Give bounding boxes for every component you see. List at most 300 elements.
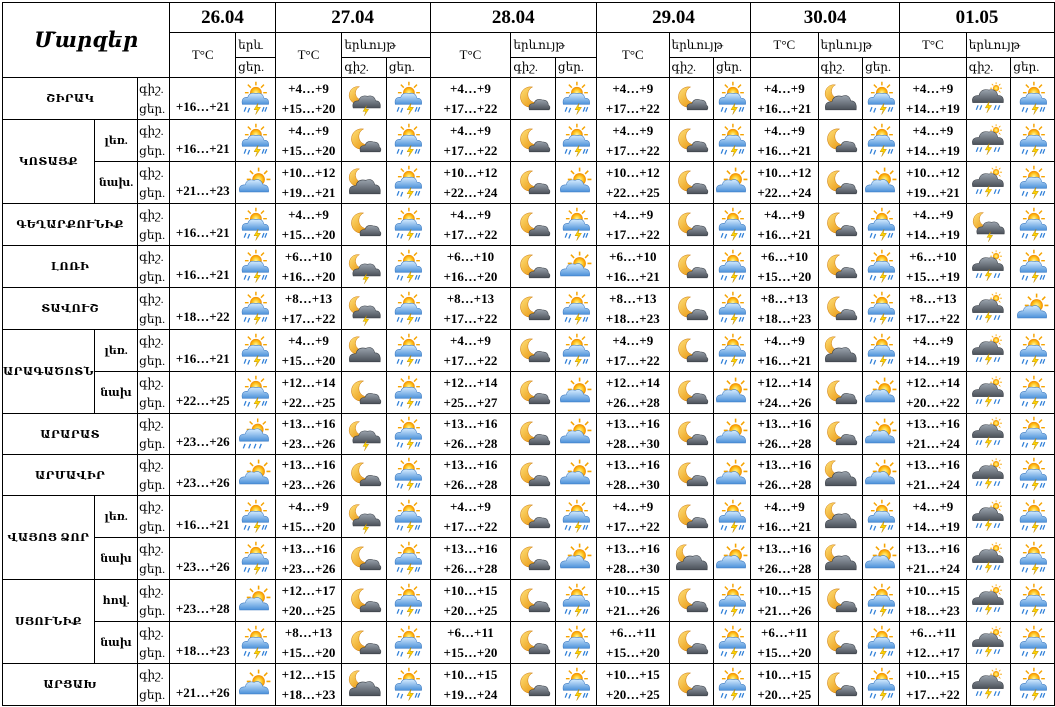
night-temperature: +6…+10	[446, 248, 495, 264]
day-temperature: +25…+27	[443, 394, 498, 410]
weather-icon-cell	[1011, 414, 1055, 455]
weather-icon-cell	[669, 496, 714, 538]
phenomenon-header: երևույթ	[966, 33, 1054, 58]
weather-icon-cell	[818, 120, 863, 162]
weather-icon-cell	[714, 288, 751, 330]
weather-icon-cell	[669, 246, 714, 288]
night-temperature: +8…+13	[284, 624, 333, 640]
weather-icon-cell	[818, 664, 863, 706]
moon-cloud-icon	[822, 667, 858, 703]
weather-icon-cell	[342, 246, 387, 288]
day-temperature: +17…+22	[905, 310, 960, 326]
sun-cloud-lightning-rain-icon	[558, 499, 594, 535]
sun-cloud-lightning-rain-icon	[1015, 457, 1051, 493]
night-temperature: +4…+9	[288, 122, 329, 138]
temperature-cell	[275, 538, 342, 580]
moon-dark-cloud-icon	[822, 457, 858, 493]
temperature-cell	[751, 162, 818, 204]
weather-icon-cell	[342, 162, 387, 204]
day-temperature: +18…+23	[905, 602, 960, 618]
weather-icon-cell	[669, 538, 714, 580]
day-temperature: +18…+23	[281, 686, 336, 702]
temperature-cell	[430, 120, 511, 162]
day-temperature: +17…+22	[605, 226, 660, 242]
night-temperature: +4…+9	[450, 498, 491, 514]
weather-icon-cell	[818, 372, 863, 414]
moon-cloud-icon	[515, 625, 551, 661]
weather-icon-cell	[511, 204, 556, 246]
temperature-cell	[900, 538, 967, 580]
day-temperature: +26…+28	[757, 560, 812, 576]
weather-icon-cell	[818, 204, 863, 246]
day-temperature: +28…+30	[605, 477, 660, 492]
weather-icon-cell	[818, 162, 863, 204]
moon-cloud-icon	[822, 416, 858, 452]
night-label: գիշ.	[139, 81, 164, 96]
weather-icon-cell	[342, 120, 387, 162]
date-header: 29.04	[597, 3, 751, 33]
day-temperature: +15…+20	[443, 644, 498, 660]
weather-icon-cell	[863, 162, 900, 204]
day-temperature: +15…+20	[605, 644, 660, 660]
day-temperature: +16…+21	[170, 78, 236, 120]
night-temperature: +13…+16	[605, 416, 660, 431]
weather-icon-cell	[386, 204, 430, 246]
moon-cloud-icon	[515, 333, 551, 369]
sun-behind-cloud-icon	[714, 457, 750, 493]
weather-icon-cell	[511, 78, 556, 120]
weather-icon-cell	[342, 78, 387, 120]
day-temperature: +16…+20	[443, 268, 498, 284]
weather-icon-cell	[818, 622, 863, 664]
sun-cloud-lightning-rain-icon	[1015, 123, 1051, 159]
sun-cloud-lightning-rain-icon	[1015, 207, 1051, 243]
weather-icon-cell	[555, 414, 596, 455]
sun-cloud-lightning-rain-icon	[390, 583, 426, 619]
weather-icon-cell	[555, 288, 596, 330]
sun-behind-cloud-icon	[237, 667, 273, 703]
weather-icon-cell	[386, 330, 430, 372]
day-label: ցեր.	[139, 561, 166, 576]
temperature-cell	[900, 288, 967, 330]
night-temperature: +13…+16	[281, 457, 336, 472]
sun-cloud-lightning-rain-icon	[390, 165, 426, 201]
temperature-cell	[597, 204, 670, 246]
sun-behind-cloud-icon	[237, 457, 273, 493]
dark-cloud-lightning-rain-icon	[970, 583, 1006, 619]
day-temperature: +15…+19	[905, 268, 960, 284]
night-temperature: +8…+13	[909, 290, 957, 306]
sun-cloud-lightning-rain-icon	[558, 667, 594, 703]
night-temperature: +6…+11	[761, 624, 808, 640]
weather-icon-cell	[511, 288, 556, 330]
night-temperature: +6…+10	[909, 248, 957, 264]
sun-behind-cloud-icon	[714, 541, 750, 577]
night-temperature: +4…+9	[612, 498, 654, 514]
sun-behind-cloud-icon	[714, 416, 750, 452]
day-temperature: +23…+26	[170, 455, 236, 496]
moon-cloud-icon	[515, 499, 551, 535]
day-night-labels	[138, 372, 170, 414]
day-temperature: +21…+24	[905, 560, 960, 576]
dark-cloud-lightning-rain-icon	[970, 165, 1006, 201]
temperature-header: T°C	[900, 33, 967, 58]
temperature-cell	[900, 580, 967, 622]
weather-icon-cell	[1011, 204, 1055, 246]
night-temperature: +6…+10	[760, 248, 808, 264]
night-temperature: +4…+9	[912, 80, 954, 96]
moon-cloud-icon	[346, 625, 382, 661]
sun-cloud-lightning-rain-icon	[863, 207, 899, 243]
weather-icon-cell	[236, 664, 276, 706]
night-temperature: +13…+16	[281, 416, 336, 431]
moon-cloud-icon	[515, 375, 551, 411]
weather-icon-cell	[863, 246, 900, 288]
weather-icon-cell	[1011, 372, 1055, 414]
temperature-cell	[597, 246, 670, 288]
weather-icon-cell	[511, 580, 556, 622]
temperature-cell	[597, 120, 670, 162]
temperature-cell	[900, 455, 967, 496]
sun-cloud-lightning-rain-icon	[237, 207, 273, 243]
night-temperature: +13…+16	[443, 457, 498, 472]
weather-icon-cell	[511, 664, 556, 706]
temperature-cell	[900, 664, 967, 706]
night-temperature: +10…+12	[281, 164, 336, 180]
day-temperature: +26…+28	[757, 477, 812, 492]
night-temperature: +4…+9	[612, 332, 654, 348]
moon-cloud-icon	[822, 375, 858, 411]
weather-icon-cell	[511, 330, 556, 372]
sun-behind-cloud-icon	[714, 165, 750, 201]
night-temperature: +6…+11	[909, 624, 957, 640]
day-temperature: +12…+17	[905, 644, 960, 660]
weather-icon-cell	[714, 496, 751, 538]
day-temperature: +15…+20	[757, 268, 812, 284]
day-temperature: +22…+24	[443, 184, 498, 200]
night-temperature: +13…+16	[905, 540, 960, 556]
night-temperature: +8…+13	[284, 290, 333, 306]
day-night-labels	[138, 330, 170, 372]
region-name: ՎԱՅՈՑ ՁՈՐ	[3, 496, 95, 580]
day-temperature: +15…+20	[757, 644, 812, 660]
day-subheader: ցեր.	[714, 58, 751, 78]
moon-cloud-icon	[673, 123, 709, 159]
night-temperature: +10…+12	[757, 164, 812, 180]
temperature-cell	[275, 496, 342, 538]
night-label: գիշ.	[139, 291, 164, 306]
night-temperature: +10…+15	[757, 666, 812, 682]
temperature-cell	[900, 120, 967, 162]
weather-icon-cell	[342, 580, 387, 622]
weather-icon-cell	[863, 330, 900, 372]
day-night-labels	[138, 204, 170, 246]
temperature-cell	[430, 246, 511, 288]
zone-label: լեռ.	[94, 120, 137, 162]
moon-cloud-icon	[515, 583, 551, 619]
dark-cloud-lightning-rain-icon	[970, 123, 1006, 159]
weather-icon-cell	[714, 414, 751, 455]
weather-icon-cell	[669, 664, 714, 706]
weather-icon-cell	[1011, 580, 1055, 622]
day-temperature: +17…+22	[281, 310, 336, 326]
temperature-cell	[430, 580, 511, 622]
weather-icon-cell	[555, 664, 596, 706]
day-temperature: +21…+26	[170, 664, 236, 706]
moon-cloud-icon	[515, 207, 551, 243]
temperature-cell	[751, 204, 818, 246]
temperature-cell	[751, 288, 818, 330]
sun-behind-cloud-icon	[558, 541, 594, 577]
weather-icon-cell	[714, 330, 751, 372]
dark-cloud-lightning-rain-icon	[970, 81, 1006, 117]
temperature-cell	[751, 496, 818, 538]
temperature-cell	[275, 455, 342, 496]
weather-icon-cell	[511, 622, 556, 664]
table-row	[3, 120, 1055, 162]
night-temperature: +8…+13	[760, 290, 808, 306]
temperature-cell	[900, 204, 967, 246]
weather-icon-cell	[863, 622, 900, 664]
night-temperature: +13…+16	[757, 457, 812, 472]
night-label: գիշ.	[139, 625, 164, 640]
night-temperature: +12…+14	[605, 374, 660, 390]
moon-cloud-icon	[515, 123, 551, 159]
weather-icon-cell	[714, 538, 751, 580]
day-temperature: +20…+25	[605, 686, 660, 702]
sun-cloud-lightning-rain-icon	[863, 123, 899, 159]
night-subheader: գիշ.	[818, 58, 863, 78]
day-label: ցեր.	[139, 269, 166, 284]
weather-icon-cell	[669, 455, 714, 496]
day-temperature: +24…+26	[757, 394, 812, 410]
weather-icon-cell	[555, 246, 596, 288]
day-label: ցեր.	[139, 353, 166, 368]
date-header: 27.04	[275, 3, 430, 33]
dark-cloud-lightning-rain-icon	[970, 291, 1006, 327]
day-night-labels	[138, 78, 170, 120]
sun-cloud-lightning-rain-icon	[863, 249, 899, 285]
moon-dark-cloud-icon	[822, 499, 858, 535]
day-temperature: +19…+21	[281, 184, 336, 200]
region-name: ԿՈՏԱՅՔ	[3, 120, 95, 204]
sun-cloud-lightning-rain-icon	[1015, 416, 1051, 452]
weather-icon-cell	[669, 372, 714, 414]
day-subheader: ցեր.	[236, 58, 276, 78]
sun-cloud-lightning-rain-icon	[714, 81, 750, 117]
sun-cloud-lightning-rain-icon	[863, 499, 899, 535]
weather-icon-cell	[386, 288, 430, 330]
night-label: գիշ.	[139, 541, 164, 556]
table-row	[3, 622, 1055, 664]
weather-icon-cell	[511, 414, 556, 455]
temperature-header: T°C	[751, 33, 818, 58]
sun-cloud-lightning-rain-icon	[714, 333, 750, 369]
day-temperature: +18…+23	[605, 310, 660, 326]
temperature-cell	[275, 372, 342, 414]
sun-cloud-lightning-rain-icon	[237, 291, 273, 327]
night-temperature: +13…+16	[605, 457, 660, 472]
weather-icon-cell	[342, 414, 387, 455]
day-temperature: +17…+22	[605, 142, 660, 158]
temperature-cell	[430, 162, 511, 204]
dark-cloud-lightning-rain-icon	[970, 541, 1006, 577]
sun-cloud-lightning-rain-icon	[1015, 667, 1051, 703]
sun-cloud-lightning-rain-icon	[390, 207, 426, 243]
sun-cloud-lightning-rain-icon	[558, 207, 594, 243]
temperature-cell	[275, 204, 342, 246]
temperature-cell	[900, 78, 967, 120]
weather-icon-cell	[966, 622, 1011, 664]
day-temperature: +20…+25	[443, 602, 498, 618]
temperature-cell	[275, 622, 342, 664]
day-night-labels	[138, 162, 170, 204]
weather-icon-cell	[863, 664, 900, 706]
sun-cloud-lightning-rain-icon	[390, 123, 426, 159]
weather-icon-cell	[818, 288, 863, 330]
weather-icon-cell	[236, 162, 276, 204]
temperature-cell	[751, 664, 818, 706]
moon-cloud-icon	[346, 583, 382, 619]
weather-icon-cell	[511, 162, 556, 204]
day-subheader: ցեր.	[386, 58, 430, 78]
weather-icon-cell	[342, 538, 387, 580]
weather-icon-cell	[236, 246, 276, 288]
sun-cloud-lightning-rain-icon	[1015, 333, 1051, 369]
day-temperature: +16…+21	[757, 100, 812, 116]
day-temperature: +16…+20	[281, 268, 336, 284]
day-temperature: +16…+21	[170, 204, 236, 246]
night-temperature: +12…+14	[757, 374, 812, 390]
weather-icon-cell	[818, 330, 863, 372]
weather-icon-cell	[386, 372, 430, 414]
temperature-cell	[597, 288, 670, 330]
weather-icon-cell	[966, 288, 1011, 330]
weather-icon-cell	[386, 580, 430, 622]
weather-icon-cell	[555, 496, 596, 538]
sun-behind-cloud-icon	[237, 583, 273, 619]
day-temperature: +16…+21	[757, 226, 812, 242]
weather-icon-cell	[386, 120, 430, 162]
dark-cloud-lightning-rain-icon	[970, 499, 1006, 535]
day-temperature: +15…+20	[281, 142, 336, 158]
weather-icon-cell	[863, 288, 900, 330]
night-subheader: գիշ.	[511, 58, 556, 78]
moon-cloud-icon	[515, 165, 551, 201]
region-name: ԱՐՄԱՎԻՐ	[3, 455, 138, 496]
night-temperature: +13…+16	[905, 457, 960, 472]
weather-icon-cell	[863, 580, 900, 622]
sun-cloud-lightning-rain-icon	[1015, 81, 1051, 117]
day-temperature: +23…+26	[281, 436, 336, 451]
night-temperature: +13…+16	[605, 540, 660, 556]
night-temperature: +6…+10	[609, 248, 657, 264]
weather-icon-cell	[236, 330, 276, 372]
night-temperature: +10…+15	[605, 666, 660, 682]
weather-icon-cell	[236, 580, 276, 622]
sun-cloud-lightning-rain-icon	[558, 583, 594, 619]
sun-cloud-lightning-rain-icon	[863, 625, 899, 661]
day-temperature: +26…+28	[443, 477, 498, 492]
weather-icon-cell	[342, 204, 387, 246]
weather-icon-cell	[555, 120, 596, 162]
sun-cloud-lightning-rain-icon	[558, 625, 594, 661]
region-name: ԱՐԱԳԱԾՈՏՆ	[3, 330, 95, 414]
temperature-cell	[430, 330, 511, 372]
night-temperature: +10…+15	[443, 666, 498, 682]
night-temperature: +13…+16	[443, 416, 498, 431]
day-temperature: +17…+22	[605, 352, 660, 368]
night-temperature: +13…+16	[443, 540, 498, 556]
table-row	[3, 204, 1055, 246]
temperature-cell	[597, 414, 670, 455]
sun-cloud-lightning-rain-icon	[714, 667, 750, 703]
night-label: գիշ.	[139, 207, 164, 222]
temperature-cell	[430, 455, 511, 496]
day-temperature: +18…+23	[170, 622, 236, 664]
weather-icon-cell	[863, 455, 900, 496]
zone-label: նախ	[94, 538, 137, 580]
table-row	[3, 372, 1055, 414]
day-night-labels	[138, 455, 170, 496]
weather-icon-cell	[714, 580, 751, 622]
sun-cloud-lightning-rain-icon	[1015, 583, 1051, 619]
sun-cloud-lightning-rain-icon	[390, 499, 426, 535]
weather-icon-cell	[1011, 330, 1055, 372]
sun-cloud-lightning-rain-icon	[390, 249, 426, 285]
weather-icon-cell	[511, 496, 556, 538]
temperature-cell	[597, 455, 670, 496]
sun-cloud-lightning-rain-icon	[714, 123, 750, 159]
day-temperature: +15…+20	[281, 100, 336, 116]
weather-icon-cell	[342, 372, 387, 414]
temperature-cell	[597, 538, 670, 580]
moon-cloud-icon	[673, 457, 709, 493]
weather-icon-cell	[1011, 246, 1055, 288]
weather-icon-cell	[386, 162, 430, 204]
weather-icon-cell	[966, 120, 1011, 162]
night-temperature: +6…+11	[447, 624, 494, 640]
day-temperature: +14…+19	[905, 100, 960, 116]
day-temperature: +23…+26	[170, 414, 236, 455]
moon-cloud-icon	[673, 625, 709, 661]
day-label: ցեր.	[139, 227, 166, 242]
moon-dark-cloud-icon	[346, 333, 382, 369]
night-temperature: +12…+15	[281, 666, 336, 682]
dark-cloud-lightning-rain-icon	[970, 457, 1006, 493]
day-label: ցեր.	[139, 687, 166, 702]
temperature-cell	[900, 372, 967, 414]
sun-cloud-lightning-rain-icon	[237, 625, 273, 661]
sun-behind-cloud-icon	[558, 416, 594, 452]
moon-cloud-icon	[822, 583, 858, 619]
temperature-cell	[430, 414, 511, 455]
day-label: ցեր.	[139, 143, 166, 158]
day-temperature: +22…+25	[605, 184, 660, 200]
night-temperature: +13…+16	[757, 540, 812, 556]
sun-cloud-lightning-rain-icon	[714, 207, 750, 243]
night-label: գիշ.	[139, 333, 164, 348]
weather-icon-cell	[818, 455, 863, 496]
day-temperature: +14…+19	[905, 352, 960, 368]
sun-behind-cloud-icon	[714, 375, 750, 411]
weather-icon-cell	[863, 414, 900, 455]
weather-icon-cell	[1011, 120, 1055, 162]
weather-icon-cell	[386, 664, 430, 706]
moon-cloud-icon	[515, 291, 551, 327]
weather-icon-cell	[714, 372, 751, 414]
temperature-cell	[430, 78, 511, 120]
